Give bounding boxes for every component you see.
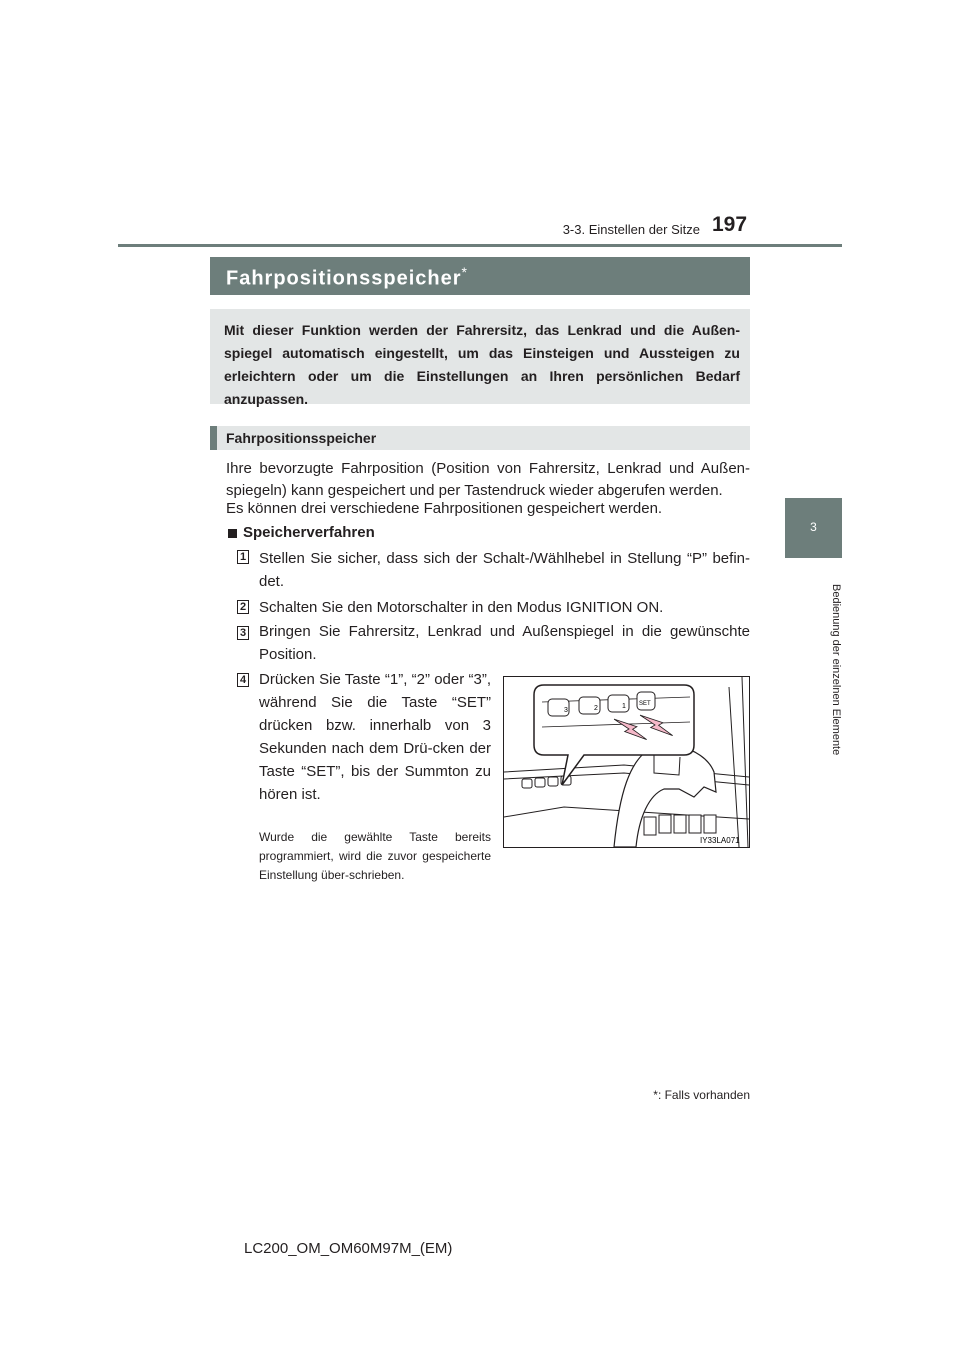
button-label-set: SET: [639, 701, 651, 707]
paragraph-intro: Ihre bevorzugte Fahrposition (Position von Fahrersitz, Lenkrad und Außen-spiegeln) kann gespeichert und per Tastendruck wieder abgerufen werden.: [226, 460, 750, 499]
document-code: LC200_OM_OM60M97M_(EM): [244, 1240, 453, 1257]
subsection-heading: Fahrpositionsspeicher: [226, 430, 377, 446]
step-number-3: 3: [237, 626, 249, 640]
subsection-accent: [210, 426, 217, 450]
step-text-4: Drücken Sie Taste “1”, “2” oder “3”, während Sie die Taste “SET” drücken bzw. innerhalb von 3 Sekunden nach dem Drü-cken der Taste “SET”, bis der Summton zu hören ist.: [259, 671, 491, 803]
figure-code: IY33LA071: [700, 836, 740, 845]
step-text-3: Bringen Sie Fahrersitz, Lenkrad und Außenspiegel in die gewünschte Position.: [259, 623, 750, 663]
button-label-1: 1: [622, 703, 626, 710]
square-bullet-icon: [228, 529, 237, 538]
chapter-number: 3: [810, 520, 817, 534]
button-label-2: 2: [594, 705, 598, 712]
step-text-1: Stellen Sie sicher, dass sich der Schalt-/Wählhebel in Stellung “P” befin-det.: [259, 550, 750, 590]
intro-box: Mit dieser Funktion werden der Fahrersitz, das Lenkrad und die Außen-spiegel automatisch eingestellt, um das Einsteigen und Aussteigen zu erleichtern oder um die Einstellungen an Ihren persönlichen Bedarf anzupassen.: [210, 309, 750, 404]
chapter-label: Bedienung der einzelnen Elemente: [830, 584, 842, 756]
procedure-heading: Speicherverfahren: [243, 524, 375, 541]
footnote: [590, 1088, 750, 1102]
footnote-text: : Falls vorhanden: [657, 1088, 750, 1102]
memory-buttons-illustration: [503, 676, 750, 848]
header-divider: [118, 244, 842, 247]
step-number-2: 2: [237, 600, 249, 614]
section-title: 3-3. Einstellen der Sitze: [562, 222, 700, 237]
paragraph-count: Es können drei verschiedene Fahrpositionen gespeichert werden.: [226, 500, 663, 517]
asterisk-icon: *: [461, 264, 468, 280]
step-text-2: Schalten Sie den Motorschalter in den Modus IGNITION ON.: [259, 599, 664, 616]
button-label-3: 3: [564, 707, 568, 714]
page-heading: [226, 264, 468, 291]
step-number-1: 1: [237, 550, 249, 564]
asterisk-icon: *: [653, 1088, 658, 1102]
page-heading-text: Fahrpositionsspeicher: [226, 267, 462, 290]
page-number: 197: [712, 213, 748, 236]
step-number-4: 4: [237, 673, 249, 687]
step-note: Wurde die gewählte Taste bereits programmiert, wird die zuvor gespeicherte Einstellung über-schrieben.: [259, 830, 491, 882]
door-panel-drawing: [504, 677, 749, 847]
